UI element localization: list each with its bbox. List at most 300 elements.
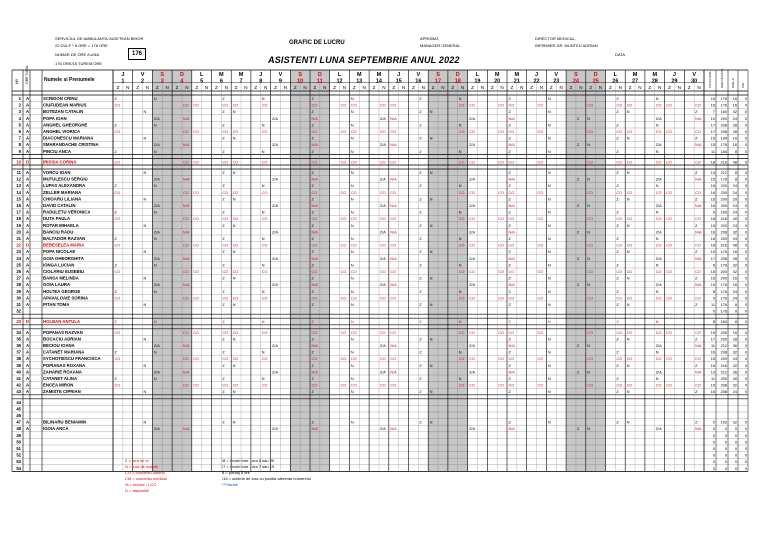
- day-number: 8: [259, 78, 263, 85]
- total-value: 0: [744, 197, 747, 202]
- shift-code: N: [655, 149, 659, 154]
- employee-name: HOLBAN ANTULA: [43, 319, 81, 325]
- manager-label: MANAGER GENERAL: [420, 43, 461, 48]
- total-value: 0: [744, 171, 747, 175]
- total-value: 0: [724, 427, 727, 432]
- shift-code: Z/A: [469, 204, 476, 208]
- legend-item: N = tura de noapte: [125, 464, 159, 469]
- noapte-label: N: [579, 85, 583, 90]
- employee-name: CATANET MARIANA: [43, 349, 85, 355]
- shift-code: CO: [193, 330, 200, 335]
- total-value: 9: [712, 210, 715, 215]
- shift-code: N: [458, 149, 462, 154]
- shift-code: Z: [508, 363, 511, 368]
- row-shift-type: A: [26, 295, 30, 301]
- shift-code: Z: [616, 237, 619, 241]
- shift-code: Z: [114, 123, 117, 128]
- shift-code: CO: [182, 130, 189, 134]
- total-value: 17: [710, 123, 715, 128]
- shift-code: N: [547, 136, 551, 141]
- shift-code: N: [587, 344, 591, 348]
- total-value: 16: [732, 143, 737, 148]
- total-value: 200: [720, 330, 727, 335]
- shift-code: CO: [626, 357, 633, 362]
- shift-code: CO: [498, 296, 504, 301]
- shift-code: N/A: [311, 116, 318, 121]
- row-number: 51: [16, 446, 21, 451]
- shift-code: Z: [695, 171, 698, 175]
- shift-code: Z: [311, 250, 314, 255]
- shift-code: Z: [508, 303, 511, 307]
- shift-code: Z/A: [272, 344, 279, 348]
- shift-code: Z: [311, 97, 314, 101]
- shift-code: Z: [311, 363, 314, 368]
- shift-code: Z/A: [655, 230, 662, 235]
- row-number: 11: [16, 170, 21, 175]
- day-number: 13: [356, 78, 363, 85]
- shift-code: N/A: [311, 344, 318, 348]
- shift-code: Z/A: [153, 177, 160, 182]
- total-value: 0: [744, 460, 747, 465]
- noapte-label: N: [539, 85, 544, 90]
- shift-code: CO: [655, 217, 662, 222]
- total-value: 28: [732, 123, 737, 128]
- shift-code: CO: [182, 217, 189, 222]
- shift-code: CO: [626, 296, 633, 301]
- day-letter: D: [593, 72, 598, 78]
- row-number: 48: [16, 426, 21, 432]
- shift-code: N: [350, 350, 354, 355]
- shift-code: N/A: [508, 204, 515, 208]
- shift-code: N: [429, 171, 433, 175]
- row-shift-type: A: [26, 222, 30, 228]
- day-letter: D: [317, 72, 322, 78]
- day-letter: L: [475, 72, 480, 78]
- shift-code: N/A: [508, 177, 515, 182]
- row-shift-type: A: [26, 349, 30, 355]
- shift-code: CO: [340, 160, 347, 165]
- total-value: 24: [732, 237, 737, 241]
- total-value: 200: [720, 377, 727, 381]
- total-value: 8: [734, 177, 737, 182]
- employee-name: POPANAS RAZVAN: [43, 329, 83, 335]
- shift-code: CO: [114, 296, 121, 301]
- shift-code: N: [655, 350, 659, 355]
- shift-code: N: [261, 237, 265, 241]
- shift-code: CO: [222, 160, 229, 165]
- shift-code: N/A: [508, 116, 515, 121]
- shift-code: CO: [508, 160, 515, 165]
- day-number: 17: [434, 78, 442, 85]
- row-number: 19: [16, 222, 21, 228]
- shift-code: Z: [576, 283, 580, 288]
- shift-code: CO: [182, 296, 189, 301]
- row-shift-type: A: [26, 229, 30, 235]
- row-number: 14: [16, 189, 21, 195]
- row-shift-type: A: [26, 275, 30, 281]
- shift-code: N: [587, 283, 591, 288]
- total-value: 13: [710, 171, 715, 175]
- shift-code: CO: [193, 357, 200, 362]
- shift-code: CO: [232, 190, 239, 195]
- shift-code: Z: [616, 420, 619, 425]
- zi-label: Z: [687, 85, 691, 90]
- shift-code: Z: [114, 184, 117, 189]
- shift-code: CO: [616, 243, 623, 248]
- shift-code: CO: [379, 330, 386, 335]
- shift-code: CO: [498, 190, 504, 195]
- shift-code: CO: [232, 357, 239, 362]
- shift-code: Z: [222, 303, 225, 307]
- shift-code: Z: [222, 289, 225, 294]
- shift-code: CO: [379, 243, 386, 248]
- row-number: 1: [18, 96, 21, 101]
- shift-code: CO: [508, 270, 515, 274]
- row-shift-type: D: [26, 242, 30, 248]
- row-number: 21: [16, 236, 21, 241]
- day-number: 26: [612, 78, 619, 85]
- shift-code: CO: [458, 330, 465, 335]
- shift-code: N: [232, 136, 236, 141]
- noapte-label: N: [638, 85, 642, 90]
- shift-code: CO: [390, 330, 397, 335]
- shift-code: Z/A: [469, 283, 476, 288]
- shift-code: Z: [419, 210, 422, 215]
- shift-code: N: [232, 303, 236, 307]
- shift-code: N: [350, 237, 354, 241]
- row-number: 49: [16, 432, 21, 438]
- total-value: 32: [732, 363, 737, 368]
- employee-name: ANGHEL VIORICA: [43, 129, 81, 134]
- shift-code: CO: [666, 103, 672, 108]
- shift-code: N: [547, 303, 551, 307]
- shift-code: CO: [537, 243, 544, 248]
- shift-code: CO: [114, 270, 121, 274]
- shift-code: Z/A: [153, 427, 160, 432]
- total-value: 15: [710, 97, 715, 101]
- shift-code: CO: [232, 270, 239, 274]
- shift-code: Z: [576, 204, 580, 208]
- shift-code: Z/A: [379, 116, 386, 121]
- shift-code: N: [626, 363, 630, 368]
- employee-name: POPA IOAN: [43, 115, 67, 121]
- row-number: 46: [16, 413, 21, 418]
- day-letter: S: [298, 72, 302, 78]
- total-value: 9: [712, 296, 715, 301]
- shift-code: Z: [114, 210, 117, 215]
- shift-code: N: [429, 303, 433, 307]
- shift-code: Z/A: [379, 204, 386, 208]
- day-letter: S: [574, 72, 578, 78]
- legend-item: D = disponibil: [125, 488, 150, 493]
- employee-name: CIOLARIU EUSEBIU: [43, 269, 85, 274]
- shift-code: N: [232, 276, 236, 281]
- zi-label: Z: [668, 85, 671, 90]
- total-value: 0: [744, 357, 747, 362]
- total-value: 0: [744, 337, 747, 342]
- zi-label: Z: [352, 85, 356, 90]
- legend-item: CO = concediu odihna: [125, 470, 165, 475]
- legend-item: IA = invoire / LCO: [125, 482, 157, 487]
- day-letter: V: [278, 72, 283, 78]
- shift-code: N: [626, 390, 630, 395]
- shift-code: CO: [379, 270, 386, 274]
- row-number: 15: [16, 196, 21, 202]
- total-value: 200: [720, 190, 727, 195]
- total-value: 0: [744, 433, 747, 438]
- shift-code: N: [350, 337, 354, 342]
- shift-code: Z: [419, 263, 422, 268]
- row-shift-type: A: [26, 302, 30, 307]
- name-header: Numele si Prenumele: [44, 77, 95, 83]
- shift-code: Z: [695, 337, 698, 342]
- row-number: 8: [18, 142, 21, 148]
- shift-code: CO: [232, 217, 239, 222]
- shift-code: CO: [232, 103, 239, 108]
- employee-name: SYCHOTIESCU FRANCISCA: [43, 356, 101, 362]
- total-value: 208: [720, 123, 727, 128]
- shift-code: CO: [616, 330, 623, 335]
- total-value: 11: [711, 149, 715, 154]
- zi-label: Z: [569, 85, 573, 90]
- zi-label: Z: [333, 85, 337, 90]
- shift-code: N: [350, 377, 354, 381]
- shift-code: N: [547, 171, 551, 175]
- director-label: DIRECTOR MEDICAL,: [535, 36, 576, 41]
- shift-code: Z/A: [469, 177, 476, 182]
- shift-code: N: [350, 390, 354, 395]
- shift-code: CO: [655, 103, 662, 108]
- shift-code: Z/A: [379, 344, 386, 348]
- day-number: 7: [239, 78, 243, 85]
- shift-code: Z: [508, 420, 511, 425]
- row-number: 35: [16, 336, 21, 342]
- shift-code: Z: [508, 377, 511, 381]
- total-value: 176: [720, 283, 727, 288]
- day-number: 28: [651, 78, 658, 85]
- shift-code: Z: [616, 337, 619, 342]
- row-number: 3: [18, 109, 21, 115]
- shift-code: CO: [537, 357, 544, 362]
- shift-code: N: [655, 320, 659, 325]
- day-number: 5: [200, 78, 204, 85]
- total-value: 0: [744, 344, 747, 348]
- total-value: 16: [710, 363, 715, 368]
- shift-code: Z/A: [655, 427, 662, 432]
- day-letter: M: [376, 72, 382, 78]
- total-value: 0: [744, 453, 747, 458]
- row-number: 27: [16, 275, 21, 281]
- hours-per-month-label: NUMAR DE ORE /LUNA: [55, 52, 100, 57]
- day-letter: J: [397, 72, 401, 78]
- shift-code: N/A: [390, 370, 397, 375]
- shift-code: CO: [469, 383, 475, 388]
- legend-item: CM = concediu medical: [125, 476, 167, 481]
- shift-code: N: [429, 337, 433, 342]
- total-value: 32: [732, 270, 737, 274]
- total-value: 0: [744, 184, 747, 189]
- total-value: 8: [712, 289, 715, 294]
- zi-label: Z: [195, 85, 199, 90]
- shift-code: N: [429, 363, 433, 368]
- shift-code: N/A: [182, 370, 190, 375]
- shift-code: N: [547, 363, 551, 368]
- shift-code: CO: [114, 130, 121, 134]
- shift-code: CO: [469, 330, 475, 335]
- shift-code: CO: [469, 357, 475, 362]
- shift-code: N/A: [508, 256, 515, 261]
- total-value: 192: [720, 420, 727, 425]
- shift-code: Z: [508, 263, 511, 268]
- legend-item: 8 = pontaj 8 ore: [222, 470, 250, 475]
- shift-code: CO: [114, 190, 121, 195]
- total-value: 0: [744, 160, 747, 165]
- total-value: 176: [720, 97, 727, 101]
- shift-code: Z: [419, 237, 422, 241]
- shift-code: N: [143, 420, 147, 425]
- shift-code: N: [350, 320, 354, 325]
- total-value: 16: [710, 190, 715, 195]
- row-number: 26: [16, 269, 21, 274]
- shift-code: CO: [390, 190, 397, 195]
- shift-code: N: [547, 420, 551, 425]
- shift-code: CO: [655, 190, 662, 195]
- day-letter: V: [692, 72, 696, 78]
- shift-code: CO: [182, 270, 189, 274]
- shift-code: N/A: [182, 204, 190, 208]
- shift-code: CO: [587, 130, 594, 134]
- shift-code: CO: [616, 217, 623, 222]
- shift-code: CO: [587, 190, 594, 195]
- shift-code: N: [350, 250, 354, 255]
- shift-code: CO: [655, 296, 662, 301]
- total-value: 176: [720, 177, 727, 182]
- shift-code: Z: [695, 223, 698, 228]
- shift-code: N: [547, 337, 551, 342]
- shift-code: CO: [232, 330, 239, 335]
- shift-code: Z: [695, 420, 698, 425]
- shift-code: CO: [232, 130, 239, 134]
- row-number: 30: [16, 295, 21, 301]
- shift-code: CO: [655, 330, 662, 335]
- shift-code: Z/A: [153, 283, 160, 288]
- shift-code: N/A: [390, 177, 397, 182]
- total-header: ORE NOAPTE: [720, 68, 724, 88]
- shift-code: Z/A: [153, 230, 160, 235]
- shift-code: CO: [655, 357, 662, 362]
- shift-code: CO: [222, 130, 229, 134]
- total-value: 42: [732, 110, 737, 115]
- employee-name: BILINARU BENIAMIN: [43, 419, 86, 425]
- shift-code: Z: [419, 363, 422, 368]
- total-value: 16: [732, 330, 737, 335]
- shift-code: CO: [114, 103, 121, 108]
- shift-code: Z: [419, 136, 422, 141]
- shift-code: N: [153, 289, 157, 294]
- shift-code: CO: [114, 160, 121, 165]
- noapte-label: N: [165, 85, 169, 90]
- shift-code: CO: [666, 270, 672, 274]
- employee-name: VORCU IOAN: [43, 170, 71, 175]
- day-letter: D: [455, 72, 460, 78]
- shift-code: Z/A: [655, 256, 662, 261]
- shift-code: N: [232, 250, 236, 255]
- shift-code: CO: [311, 270, 318, 274]
- shift-code: CO: [469, 130, 475, 134]
- total-value: 0: [744, 283, 747, 288]
- shift-code: Z: [576, 256, 580, 261]
- total-value: 15: [710, 136, 715, 141]
- row-number: 43: [16, 389, 21, 395]
- row-number: 22: [16, 242, 21, 248]
- total-value: 212: [720, 344, 727, 348]
- shift-code: CO: [537, 330, 544, 335]
- shift-code: N: [232, 420, 236, 425]
- row-number: 4: [18, 115, 21, 121]
- shift-code: N: [261, 123, 265, 128]
- shift-code: Z: [311, 110, 314, 115]
- employee-name: IRISSIA CORINA: [43, 159, 77, 165]
- shift-code: Z: [222, 210, 225, 215]
- shift-code: Z: [508, 171, 511, 175]
- shift-code: Z: [695, 197, 698, 202]
- shift-code: CO: [182, 330, 189, 335]
- shift-code: CO: [222, 357, 229, 362]
- day-letter: M: [494, 72, 500, 78]
- total-value: 32: [732, 420, 737, 425]
- shift-code: Z: [419, 184, 422, 189]
- shift-code: CO: [537, 217, 544, 222]
- zi-label: Z: [431, 85, 435, 90]
- shift-code: CO: [340, 296, 347, 301]
- total-header: S/D: [741, 82, 745, 88]
- total-value: 0: [744, 270, 747, 274]
- day-number: 19: [474, 78, 481, 85]
- shift-code: CO: [666, 217, 672, 222]
- shift-code: N/A: [182, 116, 190, 121]
- shift-code: Z/A: [379, 177, 386, 182]
- shift-code: N: [458, 123, 462, 128]
- row-number: 9: [18, 148, 21, 154]
- row-number: 47: [16, 419, 21, 425]
- shift-code: Z: [419, 420, 422, 425]
- zi-label: Z: [155, 85, 159, 90]
- total-value: 200: [720, 276, 727, 281]
- total-value: 20: [732, 197, 737, 202]
- shift-code: Z: [114, 97, 117, 101]
- shift-code: N: [547, 377, 551, 381]
- day-number: 29: [671, 78, 678, 85]
- employee-name: PINCIU ANCA: [43, 148, 72, 154]
- day-letter: M: [238, 72, 244, 78]
- employee-name: CHIOARU LILIANA: [43, 196, 82, 202]
- row-shift-type: A: [26, 115, 30, 121]
- shift-code: Z: [508, 97, 511, 101]
- shift-code: CO: [350, 217, 357, 222]
- shift-code: CO: [458, 103, 465, 108]
- shift-code: N/A: [508, 370, 515, 375]
- shift-code: Z/A: [469, 427, 476, 432]
- row-number: 12: [16, 176, 21, 182]
- total-value: 0: [712, 447, 715, 451]
- total-value: 15: [710, 250, 715, 255]
- shift-code: N/A: [182, 256, 190, 261]
- shift-code: CO: [655, 243, 662, 248]
- shift-code: N: [655, 289, 659, 294]
- shift-code: N: [143, 171, 147, 175]
- day-number: 30: [691, 78, 698, 85]
- shift-code: Z: [311, 184, 314, 189]
